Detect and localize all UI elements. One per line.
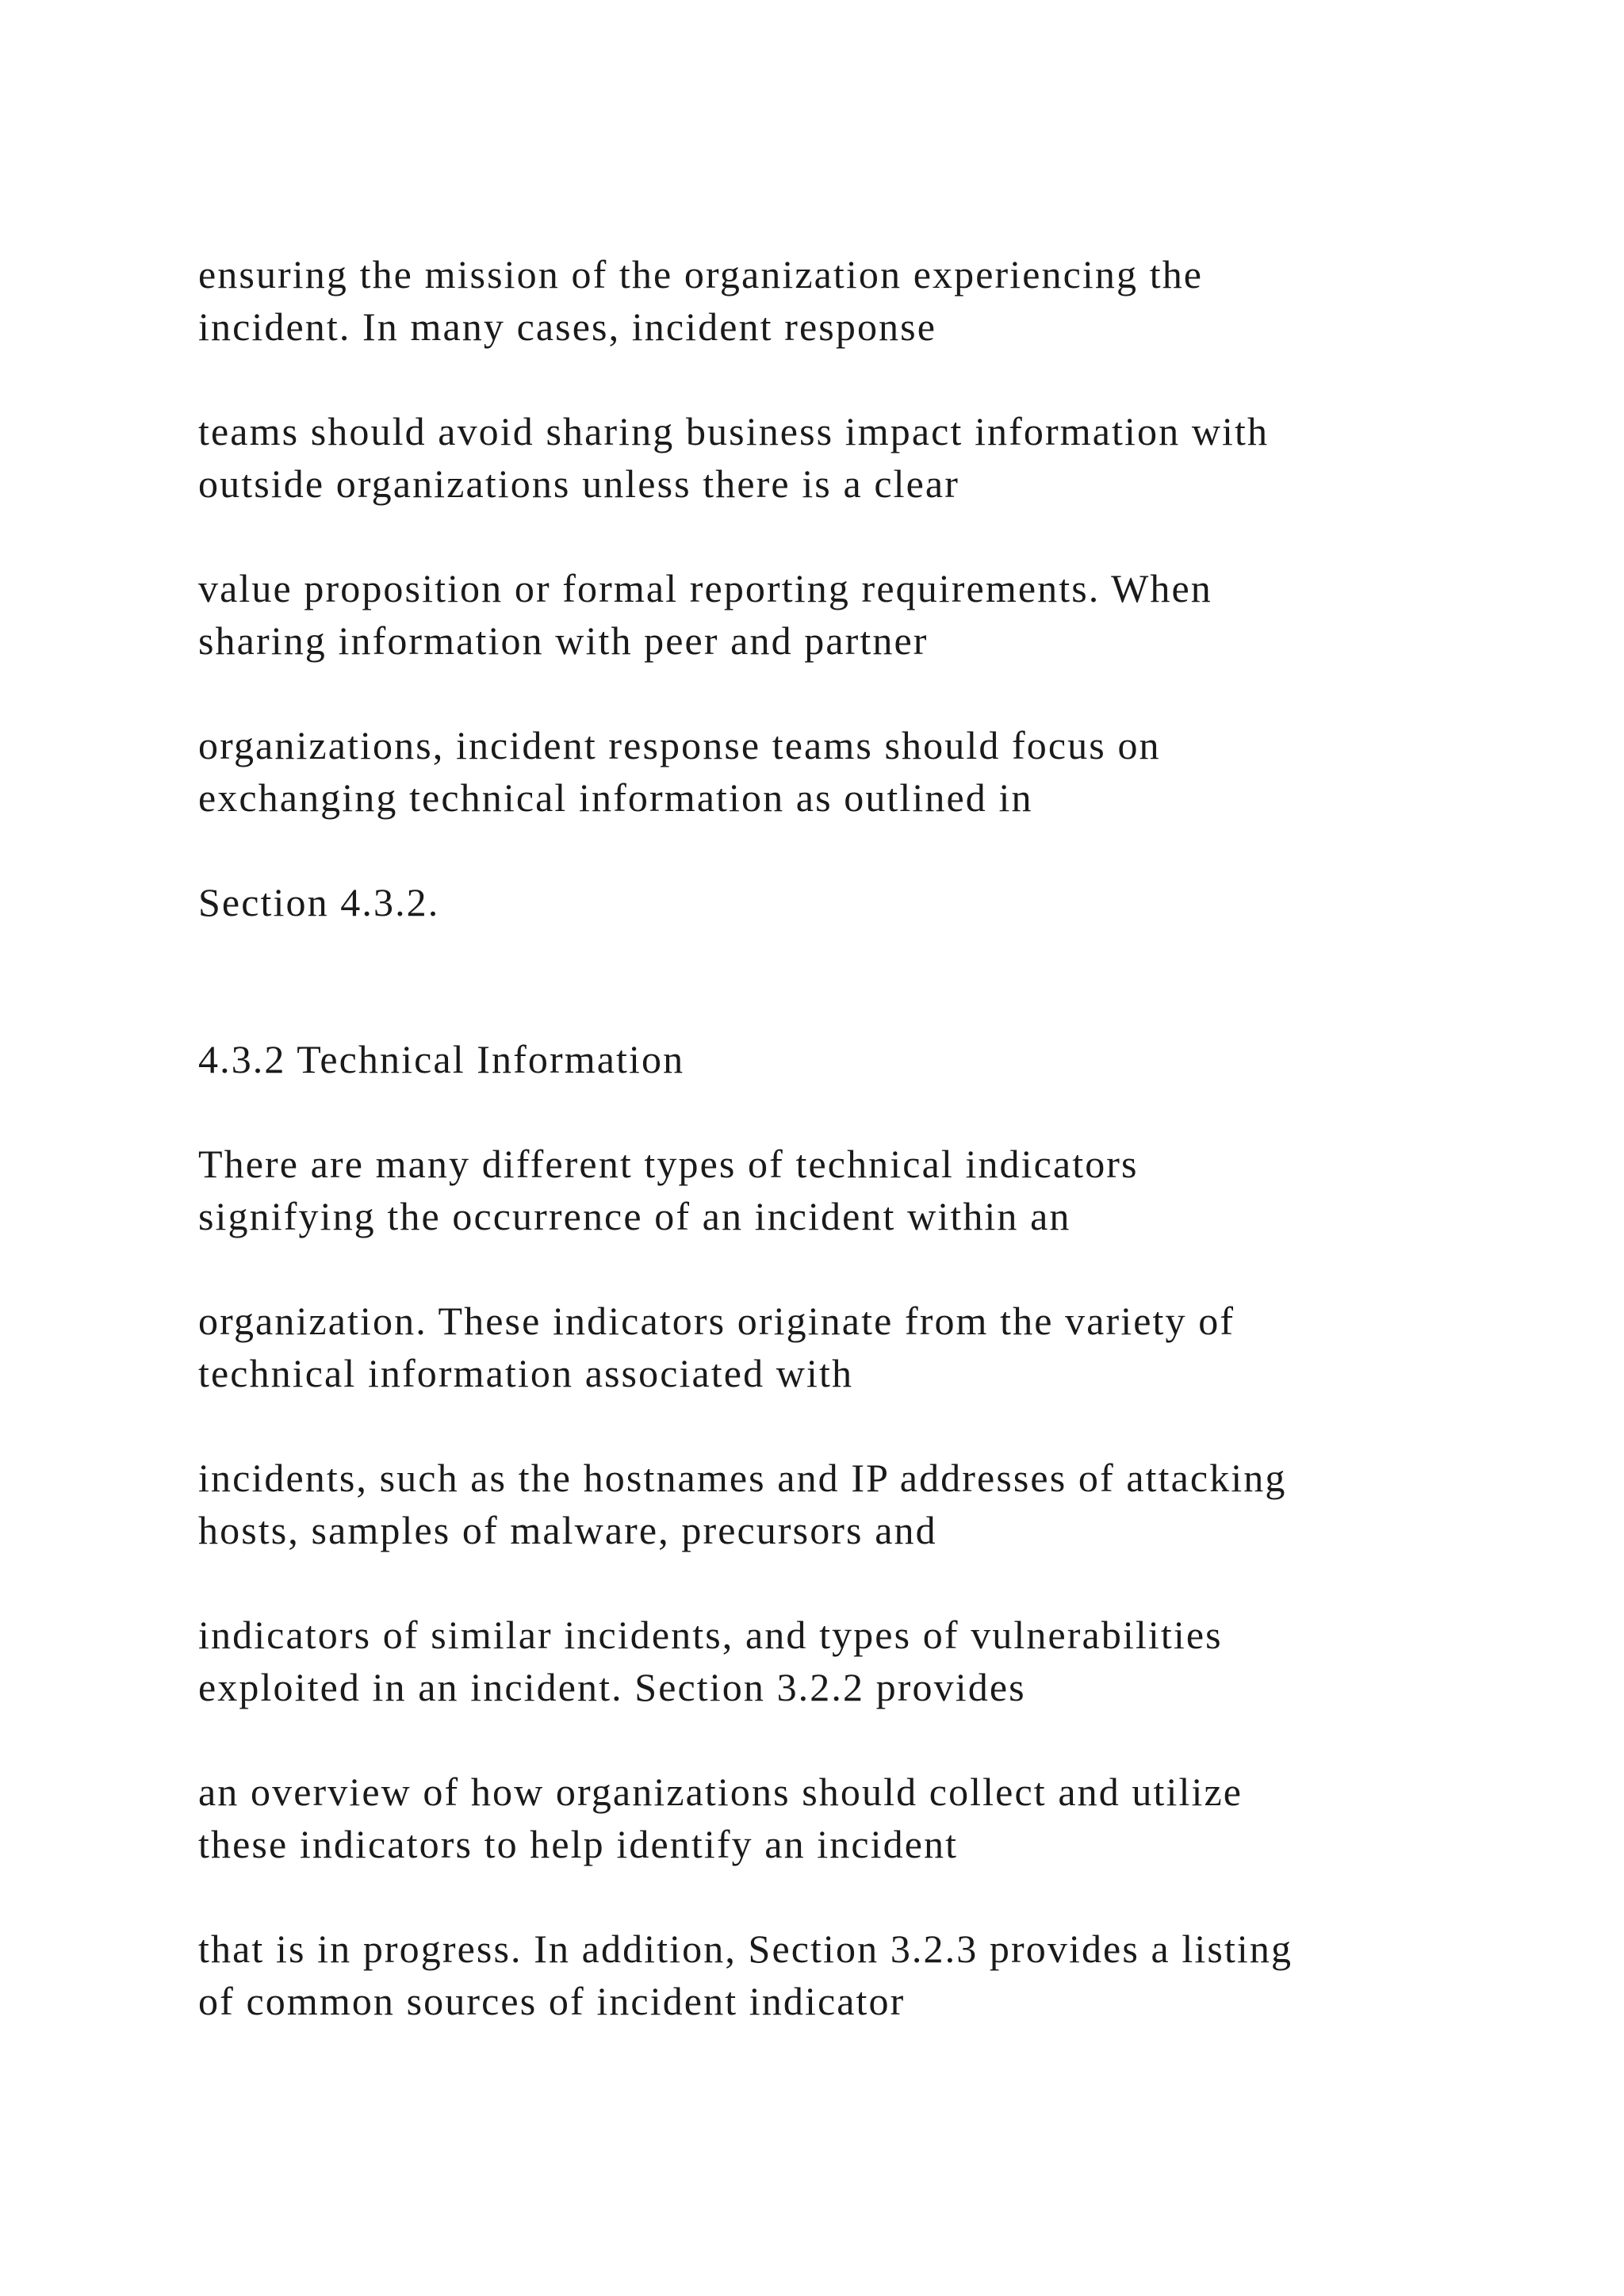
paragraph-value-proposition [198, 562, 1546, 667]
text-line: that is in progress. In addition, Section 3.2.3 provides a listing [198, 1927, 1293, 1971]
paragraph-section-reference [198, 876, 1546, 928]
section-heading [198, 1033, 1546, 1085]
paragraph-overview [198, 1766, 1546, 1870]
paragraph-progress [198, 1923, 1546, 2027]
text-line: incidents, such as the hostnames and IP addresses of attacking [198, 1456, 1287, 1500]
text-line: these indicators to help identify an incident [198, 1822, 959, 1866]
text-line: teams should avoid sharing business impact information with [198, 409, 1270, 453]
text-line: sharing information with peer and partner [198, 618, 929, 663]
paragraph-indicator-types [198, 1138, 1546, 1242]
text-line: Section 4.3.2. [198, 880, 440, 924]
paragraph-indicator-origin [198, 1295, 1546, 1399]
paragraph-mission [198, 248, 1546, 353]
text-line: indicators of similar incidents, and types of vulnerabilities [198, 1613, 1223, 1657]
text-line: organizations, incident response teams should focus on [198, 723, 1161, 767]
text-line: value proposition or formal reporting requirements. When [198, 566, 1212, 610]
text-line: ensuring the mission of the organization experiencing the [198, 252, 1204, 297]
text-line: organization. These indicators originate from the variety of [198, 1299, 1235, 1343]
text-line: signifying the occurrence of an incident within an [198, 1194, 1071, 1238]
paragraph-vulnerabilities [198, 1609, 1546, 1713]
text-line: hosts, samples of malware, precursors and [198, 1508, 937, 1552]
text-line: There are many different types of technical indicators [198, 1142, 1139, 1186]
section-title: 4.3.2 Technical Information [198, 1037, 685, 1081]
text-line: of common sources of incident indicator [198, 1979, 906, 2023]
text-line: an overview of how organizations should collect and utilize [198, 1770, 1243, 1814]
text-line: exploited in an incident. Section 3.2.2 provides [198, 1665, 1026, 1709]
text-line: outside organizations unless there is a clear [198, 461, 959, 506]
text-line: technical information associated with [198, 1351, 854, 1395]
paragraph-incident-examples [198, 1452, 1546, 1556]
paragraph-sharing [198, 405, 1546, 510]
text-line: incident. In many cases, incident response [198, 304, 936, 349]
paragraph-technical-focus [198, 719, 1546, 824]
text-line: exchanging technical information as outlined in [198, 775, 1033, 820]
